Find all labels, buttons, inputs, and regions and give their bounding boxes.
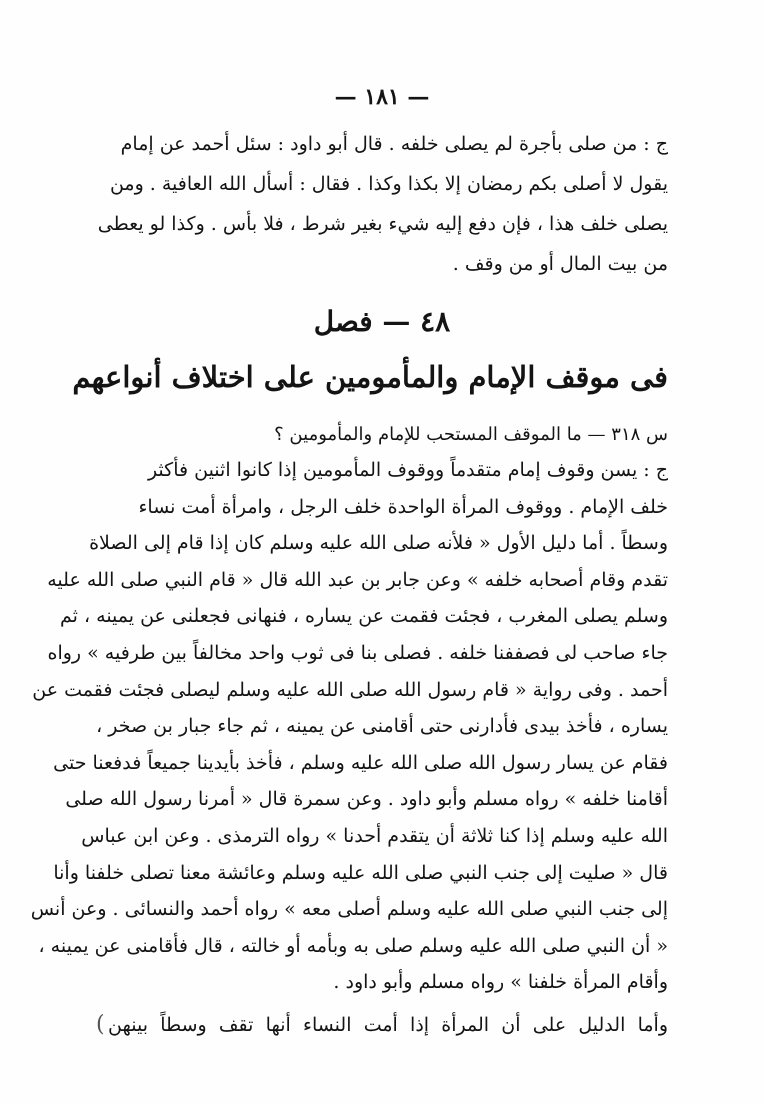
text-line: يساره ، فأخذ بيدى فأدارنى حتى أقامنى عن يمينه ، ثم جاء جبار بن صخر ، — [96, 715, 668, 738]
text-line: فقام عن يسار رسول الله صلى الله عليه وسلم ، فأخذ بأيدينا جميعاً فدفعنا حتى — [53, 751, 668, 774]
text-line: خلف الإمام . ووقوف المرأة الواحدة خلف الرجل ، وامرأة أمت نساء — [138, 495, 668, 518]
section-heading: ٤٨ — فصل — [313, 305, 451, 338]
margin-mark: ( — [96, 1012, 105, 1037]
text-line: « أن النبي صلى الله عليه وسلم صلى به وبأمه أو خالته ، قال فأقامنى عن يمينه ، — [38, 934, 668, 957]
text-line: قال « صليت إلى جنب النبي صلى الله عليه وسلم وعائشة معنا تصلى خلفنا وأنا — [53, 861, 668, 884]
answer-paragraph — [30, 452, 668, 1001]
section-title: فى موقف الإمام والمأمومين على اختلاف أنواعهم — [72, 360, 668, 394]
text-line: إلى جنب النبي صلى الله عليه وسلم أصلى معه » رواه أحمد والنسائى . وعن أنس — [30, 898, 668, 921]
text-line: وسلم يصلى المغرب ، فجئت فقمت عن يساره ، فنهانى فجعلنى عن يمينه ، ثم — [59, 605, 668, 628]
text-line: من بيت المال أو من وقف . — [452, 253, 668, 275]
text-line: تقدم وقام أصحابه خلفه » وعن جابر بن عبد الله قال « قام النبي صلى الله عليه — [47, 568, 668, 591]
text-line: يقول لا أصلى بكم رمضان إلا بكذا وكذا . فقال : أسأل الله العافية . ومن — [109, 173, 668, 195]
text-line: ج : من صلى بأجرة لم يصلى خلفه . قال أبو داود : سئل أحمد عن إمام — [120, 133, 668, 155]
text-line: وأقام المرأة خلفنا » رواه مسلم وأبو داود . — [333, 971, 668, 994]
question-line: س ٣١٨ — ما الموقف المستحب للإمام والمأمومين ؟ — [274, 424, 668, 445]
text-line: وسطاً . أما دليل الأول « فلأنه صلى الله عليه وسلم كان إذا قام إلى الصلاة — [89, 532, 668, 555]
text-line: أقامنا خلفه » رواه مسلم وأبو داود . وعن سمرة قال « أمرنا رسول الله صلى — [65, 788, 668, 811]
text-line: يصلى خلف هذا ، فإن دفع إليه شيء بغير شرط ، فلا بأس . وكذا لو يعطى — [97, 213, 668, 235]
page-number: — ١٨١ — — [334, 84, 430, 110]
text-line: ج : يسن وقوف إمام متقدماً ووقوف المأمومين إذا كانوا اثنين فأكثر — [147, 459, 668, 481]
text-line: الله عليه وسلم إذا كنا ثلاثة أن يتقدم أحدنا » رواه الترمذى . وعن ابن عباس — [81, 824, 668, 847]
closing-line: وأما الدليل على أن المرأة إذا أمت النساء أنها تقف وسطاً بينهن — [108, 1014, 668, 1036]
text-line: جاء صاحب لى فصففنا خلفه . فصلى بنا فى ثوب واحد مخالفاً بين طرفيه » رواه — [47, 641, 668, 664]
intro-paragraph — [97, 124, 668, 284]
text-line: أحمد . وفى رواية « قام رسول الله صلى الله عليه وسلم ليصلى فجئت فقمت عن — [32, 678, 668, 701]
